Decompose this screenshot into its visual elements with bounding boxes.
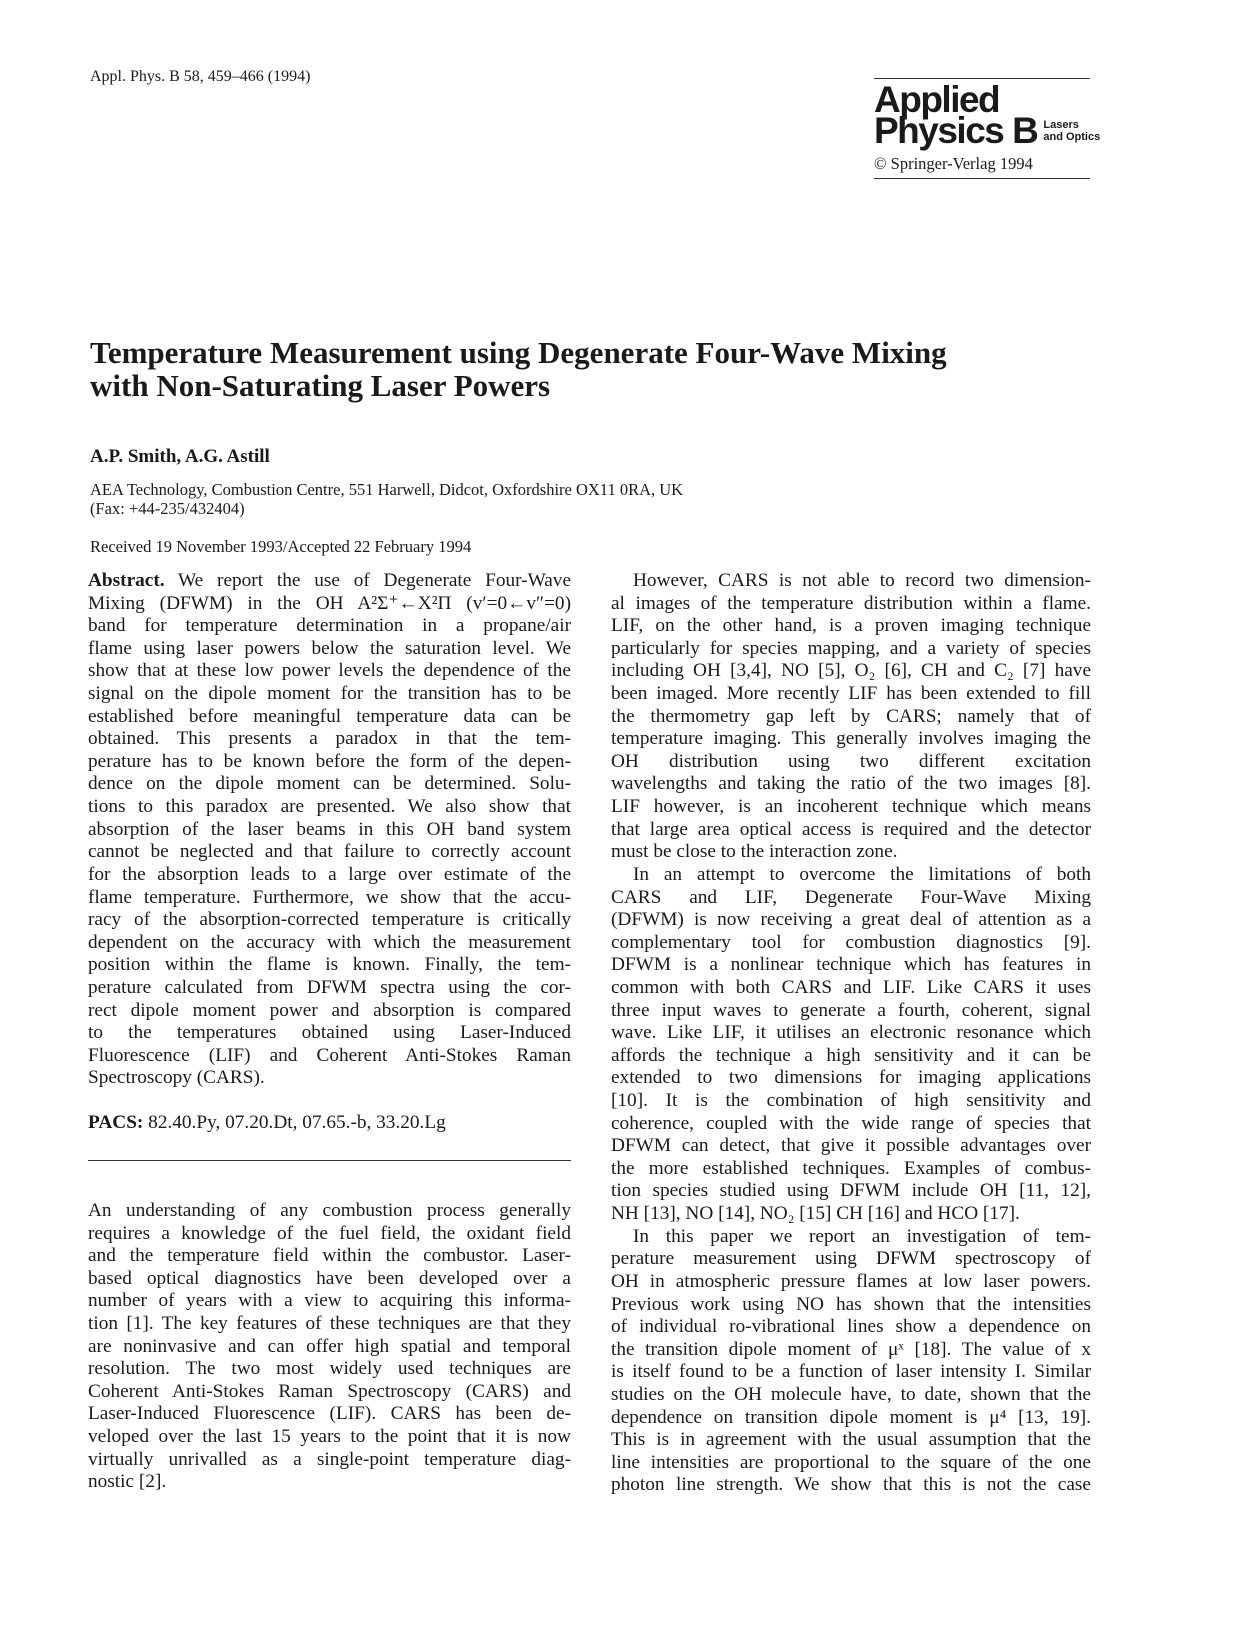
body-column-left [88, 1200, 571, 1494]
text-line: LIF, on the other hand, is a proven imaging technique [611, 615, 1091, 637]
text-line: An understanding of any combustion process generally [88, 1200, 571, 1221]
text-line: show that at these low power levels the dependence of the [88, 660, 571, 682]
abstract [88, 570, 571, 1090]
logo-sub-lasers: Lasers [1043, 119, 1079, 131]
text-line: extended to two dimensions for imaging applications [611, 1067, 1091, 1089]
authors: A.P. Smith, A.G. Astill [90, 446, 270, 467]
paragraph [611, 570, 1091, 864]
logo-sub-optics: and Optics [1043, 131, 1101, 143]
text-line: Spectroscopy (CARS). [88, 1067, 265, 1089]
text-line: resolution. The two most widely used techniques are [88, 1358, 571, 1380]
logo-applied: Applied [874, 79, 1000, 120]
text-line: In this paper we report an investigation of tem- [633, 1225, 1091, 1247]
text-line: that large area optical access is required and the detector [611, 818, 1091, 840]
text-line: absorption of the laser beams in this OH band system [88, 818, 571, 840]
text-line: cannot be neglected and that failure to correctly account [88, 841, 571, 863]
title-line: with Non-Saturating Laser Powers [90, 368, 551, 403]
paragraph [611, 864, 1091, 1226]
text-line: perature has to be known before the form of the depen- [88, 750, 571, 772]
text-line: Coherent Anti-Stokes Raman Spectroscopy (CARS) and [88, 1380, 571, 1402]
text-line: rect dipole moment power and absorption is compared [88, 999, 571, 1021]
text-line: number of years with a view to acquiring this informa- [88, 1290, 571, 1312]
affiliation-fax: (Fax: +44-235/432404) [90, 499, 245, 518]
text-line: NH [13], NO [14], NO₂ [15] CH [16] and HCO [17]. [611, 1203, 1020, 1225]
abstract-text: We report the use of Degenerate Four-Wave [164, 570, 571, 591]
text-line: photon line strength. We show that this is not the case [611, 1474, 1091, 1496]
abstract-label: Abstract. [88, 570, 165, 591]
text-line: [10]. It is the combination of high sensitivity and [611, 1090, 1091, 1112]
pacs-label: PACS: [88, 1112, 144, 1133]
text-line: temperature imaging. This generally involves imaging the [611, 728, 1091, 750]
text-line: the transition dipole moment of μˣ [18]. The value of x [611, 1338, 1091, 1360]
logo-subtitle [1043, 119, 1100, 146]
text-line: affords the technique a high sensitivity and it can be [611, 1044, 1091, 1066]
text-line: CARS and LIF, Degenerate Four-Wave Mixing [611, 886, 1091, 908]
text-line: must be close to the interaction zone. [611, 841, 898, 863]
affiliation-line: AEA Technology, Combustion Centre, 551 Harwell, Didcot, Oxfordshire OX11 0RA, UK [90, 480, 684, 499]
text-line: Laser-Induced Fluorescence (LIF). CARS has been de- [88, 1403, 571, 1425]
text-line: dependent on the accuracy with which the measurement [88, 931, 571, 953]
copyright: © Springer-Verlag 1994 [874, 154, 1033, 173]
text-line: nostic [2]. [88, 1471, 167, 1493]
text-line: based optical diagnostics have been developed over a [88, 1267, 571, 1289]
body-column-right [611, 570, 1091, 1497]
text-line: coherence, coupled with the wide range of species that [611, 1112, 1091, 1134]
journal-logo [874, 79, 1104, 174]
title-line: Temperature Measurement using Degenerate Four-Wave Mixing [90, 335, 947, 370]
text-line: LIF however, is an incoherent technique which means [611, 796, 1091, 818]
text-line: the thermometry gap left by CARS; namely that of [611, 705, 1091, 727]
text-line: perature measurement using DFWM spectroscopy of [611, 1248, 1091, 1270]
text-line: to the temperatures obtained using Laser-Induced [88, 1022, 571, 1044]
text-line: the more established techniques. Examples of combus- [611, 1157, 1091, 1179]
text-line: wave. Like LIF, it utilises an electronic resonance which [611, 1022, 1091, 1044]
text-line: Fluorescence (LIF) and Coherent Anti-Stokes Raman [88, 1044, 571, 1066]
text-line: band for temperature determination in a propane/air [88, 615, 571, 637]
text-line: DFWM can detect, that give it possible advantages over [611, 1135, 1091, 1157]
text-line: virtually unrivalled as a single-point temperature diag- [88, 1448, 571, 1470]
text-line: complementary tool for combustion diagnostics [9]. [611, 931, 1091, 953]
text-line: OH in atmospheric pressure flames at low laser powers. [611, 1270, 1091, 1292]
paragraph [88, 1200, 571, 1494]
text-line: Mixing (DFWM) in the OH A²Σ⁺←X²Π (v′=0←v″=0) [88, 592, 571, 614]
text-line: three input waves to generate a fourth, coherent, signal [611, 999, 1091, 1021]
pacs-codes: 82.40.Py, 07.20.Dt, 07.65.-b, 33.20.Lg [148, 1112, 446, 1133]
text-line: position within the flame is known. Finally, the tem- [88, 954, 571, 976]
text-line: veloped over the last 15 years to the point that it is now [88, 1426, 571, 1448]
text-line: wavelengths and taking the ratio of the two images [8]. [611, 773, 1091, 795]
text-line: been imaged. More recently LIF has been extended to fill [611, 683, 1091, 705]
affiliation [90, 480, 683, 518]
text-line: established before meaningful temperature data can be [88, 705, 571, 727]
logo-physics [874, 110, 1104, 151]
logo-bottom-rule [874, 178, 1090, 179]
text-line: studies on the OH molecule have, to date, shown that the [611, 1383, 1091, 1405]
logo-physics-b: Physics B [874, 110, 1038, 151]
text-line: DFWM is a nonlinear technique which has features in [611, 954, 1091, 976]
text-line: racy of the absorption-corrected temperature is critically [88, 909, 571, 931]
text-line: tions to this paradox are presented. We also show that [88, 796, 571, 818]
text-line: dence on the dipole moment can be determined. Solu- [88, 773, 571, 795]
text-line: (DFWM) is now receiving a great deal of attention as a [611, 909, 1091, 931]
paragraph [611, 1226, 1091, 1497]
text-line: obtained. This presents a paradox in that the tem- [88, 728, 571, 750]
text-line: signal on the dipole moment for the transition has to be [88, 683, 571, 705]
text-line: including OH [3,4], NO [5], O₂ [6], CH and C₂ [7] have [611, 660, 1091, 682]
text-line: line intensities are proportional to the square of the one [611, 1451, 1091, 1473]
text-line: perature calculated from DFWM spectra using the cor- [88, 976, 571, 998]
text-line: Previous work using NO has shown that the intensities [611, 1293, 1091, 1315]
text-line: and the temperature field within the combustor. Laser- [88, 1245, 571, 1267]
text-line: of individual ro-vibrational lines show a dependence on [611, 1316, 1091, 1338]
text-line: for the absorption leads to a large over estimate of the [88, 863, 571, 885]
text-line: tion species studied using DFWM include OH [11, 12], [611, 1180, 1091, 1202]
article-title [90, 336, 1140, 402]
text-line: dependence on transition dipole moment is μ⁴ [13, 19]. [611, 1406, 1091, 1428]
pacs-line [88, 1112, 446, 1134]
text-line: requires a knowledge of the fuel field, the oxidant field [88, 1222, 571, 1244]
text-line: OH distribution using two different excitation [611, 750, 1091, 772]
text-line: is itself found to be a function of laser intensity I. Similar [611, 1361, 1091, 1383]
text-line: flame using laser powers below the saturation level. We [88, 637, 571, 659]
text-line [88, 570, 571, 593]
abstract-divider [88, 1160, 571, 1161]
received-dates: Received 19 November 1993/Accepted 22 February 1994 [90, 537, 472, 556]
text-line: tion [1]. The key features of these techniques are that they [88, 1313, 571, 1335]
text-line: flame temperature. Furthermore, we show that the accu- [88, 886, 571, 908]
text-line: are noninvasive and can offer high spatial and temporal [88, 1335, 571, 1357]
text-line: This is in agreement with the usual assumption that the [611, 1429, 1091, 1451]
journal-citation: Appl. Phys. B 58, 459–466 (1994) [90, 68, 311, 85]
text-line: In an attempt to overcome the limitations of both [633, 863, 1091, 885]
text-line: However, CARS is not able to record two dimension- [633, 570, 1091, 591]
text-line: particularly for species mapping, and a variety of species [611, 637, 1091, 659]
text-line: common with both CARS and LIF. Like CARS it uses [611, 976, 1091, 998]
text-line: al images of the temperature distribution within a flame. [611, 592, 1091, 614]
